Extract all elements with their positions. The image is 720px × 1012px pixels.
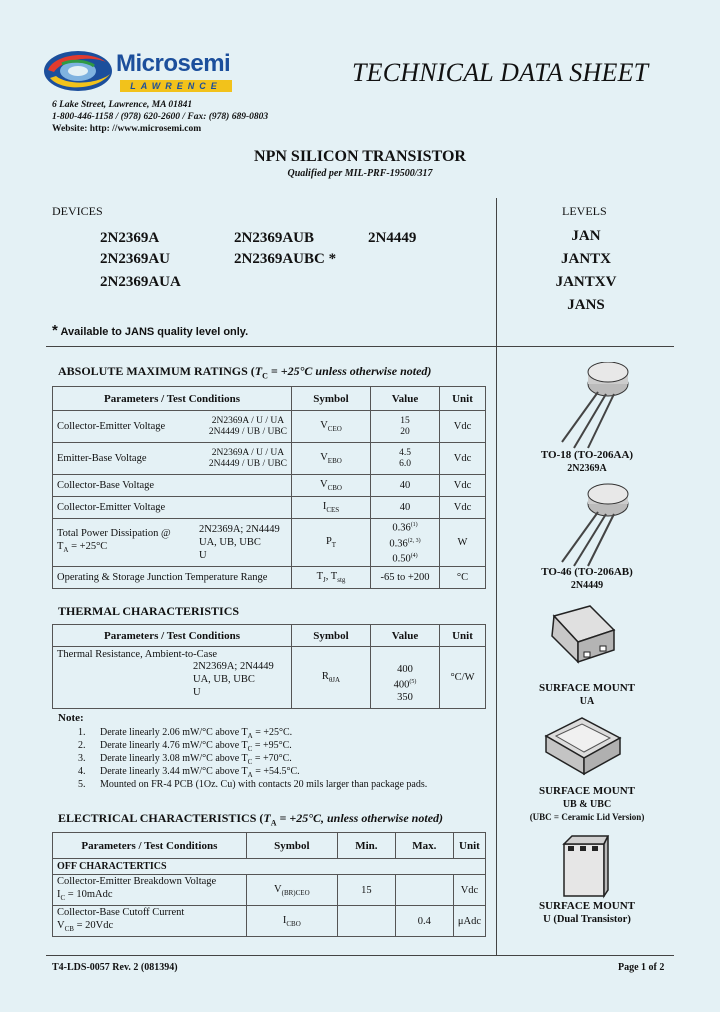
symbol-sub: CES <box>326 506 340 515</box>
note-number: 5. <box>78 779 86 790</box>
note-text: Derate linearly 3.08 mW/°C above T <box>100 753 248 764</box>
symbol-text: I <box>282 914 287 926</box>
col-header: Value <box>371 387 440 411</box>
symbol-sub: stg <box>337 576 346 585</box>
col-header: Symbol <box>292 625 371 647</box>
col-header: Max. <box>395 833 453 859</box>
table-row <box>53 906 486 937</box>
cond-text: 2N2369A; 2N4449 <box>199 524 280 535</box>
level-item: JANS <box>567 297 605 313</box>
caption-line: SURFACE MOUNT <box>538 785 636 797</box>
cond-text: 2N2369A; 2N4449 <box>193 661 274 672</box>
note-text: = +70°C. <box>252 753 292 764</box>
note-text: = +54.5°C. <box>252 766 300 777</box>
jans-availability-note <box>52 322 248 339</box>
symbol-cell <box>292 567 371 589</box>
unit-cell: Vdc <box>440 411 486 443</box>
symbol-text: I <box>322 500 327 512</box>
unit-cell: W <box>440 519 486 567</box>
symbol-text: V <box>320 478 328 490</box>
unit-cell: °C/W <box>440 647 486 709</box>
note-item <box>78 753 292 766</box>
unit-cell: °C <box>440 567 486 589</box>
caption-line: 2N4449 <box>570 580 604 591</box>
unit-cell: Vdc <box>453 875 485 906</box>
symbol-text: , T <box>325 570 338 582</box>
param-text: Total Power Dissipation @ <box>57 528 171 540</box>
electrical-title-cond: = +25°C, unless otherwise noted) <box>276 811 444 825</box>
value-sup: (1) <box>410 522 418 529</box>
note-item <box>78 727 292 740</box>
note-sub: C <box>247 745 253 753</box>
note-number: 1. <box>78 727 86 738</box>
note-number: 2. <box>78 740 86 751</box>
caption-line: (UBC = Ceramic Lid Version) <box>529 812 645 822</box>
level-item: JANTX <box>560 251 611 267</box>
value-cell <box>371 411 440 443</box>
min-cell: 15 <box>337 875 395 906</box>
cond-text: = 20Vdc <box>73 920 114 932</box>
address-line: 6 Lake Street, Lawrence, MA 01841 <box>52 100 193 110</box>
symbol-text: R <box>321 670 329 682</box>
unit-cell: μAdc <box>453 906 485 937</box>
section-divider <box>46 346 674 347</box>
device-item: 2N2369AU <box>100 251 170 267</box>
note-text: = +95°C. <box>252 740 292 751</box>
cond-sub: CB <box>64 925 74 934</box>
note-text: Mounted on FR-4 PCB (1Oz. Cu) with contacts 20 mils larger than package pads. <box>100 779 428 790</box>
caption-line: SURFACE MOUNT <box>538 682 636 694</box>
param-cell: Operating & Storage Junction Temperature Range <box>53 567 292 589</box>
note-sub: A <box>247 732 253 740</box>
param-cell <box>53 906 247 937</box>
electrical-table <box>52 832 486 937</box>
note-sub: C <box>247 758 253 766</box>
table-row <box>53 519 486 567</box>
param-cell <box>53 519 292 567</box>
to18-package-icon <box>548 362 638 450</box>
brand-name: Microsemi <box>116 50 231 77</box>
value-cell: 40 <box>371 497 440 519</box>
value-text: 20 <box>400 426 410 437</box>
param-text: Collector-Emitter Breakdown Voltage <box>57 876 217 887</box>
abs-max-title-text: ABSOLUTE MAXIMUM RATINGS ( <box>58 364 255 378</box>
symbol-cell <box>292 443 371 475</box>
min-cell <box>337 906 395 937</box>
device-item: 2N2369A <box>100 230 160 246</box>
to46-package-icon <box>548 476 638 568</box>
note-number: 4. <box>78 766 86 777</box>
param-cell <box>53 647 292 709</box>
note-item <box>78 766 300 779</box>
level-item: JAN <box>571 228 601 244</box>
symbol-sub: CBO <box>286 919 301 928</box>
table-row <box>53 647 486 709</box>
symbol-cell <box>292 497 371 519</box>
cond-text: I <box>57 889 61 900</box>
param-cell: Collector-Base Voltage <box>53 475 292 497</box>
caption-line: SURFACE MOUNT <box>538 900 636 912</box>
col-header: Parameters / Test Conditions <box>53 387 292 411</box>
value-text: 15 <box>400 415 410 426</box>
cond-sub: C <box>60 894 66 903</box>
unit-cell: Vdc <box>440 497 486 519</box>
package-caption-to46 <box>522 566 652 592</box>
note-item <box>78 740 292 753</box>
note-text: Derate linearly 4.76 mW/°C above T <box>100 740 248 751</box>
col-header: Unit <box>453 833 485 859</box>
abs-max-title-sub: C <box>262 371 268 381</box>
cond-text: 2N2369A / U / UA <box>211 447 285 458</box>
value-text: 0.36 <box>392 522 411 534</box>
symbol-cell <box>246 906 337 937</box>
col-header: Symbol <box>246 833 337 859</box>
symbol-text: T <box>316 570 324 582</box>
value-cell <box>371 647 440 709</box>
caption-line: 2N2369A <box>567 463 607 474</box>
thermal-table <box>52 624 486 709</box>
cond-text: V <box>57 920 65 932</box>
package-caption-ub <box>522 785 652 824</box>
value-text: 4.5 <box>399 447 411 458</box>
note-item <box>78 779 427 790</box>
package-caption-to18 <box>522 449 652 475</box>
value-sup: (4) <box>410 553 418 560</box>
param-text: Collector-Emitter Voltage <box>57 421 166 432</box>
symbol-text: P <box>325 535 332 547</box>
symbol-sub: CBO <box>327 484 342 493</box>
col-header: Parameters / Test Conditions <box>53 625 292 647</box>
microsemi-logo-icon <box>40 48 116 94</box>
note-text: Derate linearly 3.44 mW/°C above T <box>100 766 248 777</box>
jans-note-text: Available to JANS quality level only. <box>60 326 249 338</box>
symbol-cell <box>292 647 371 709</box>
package-caption-ua <box>522 682 652 708</box>
ub-package-icon <box>540 712 626 782</box>
device-item: 2N2369AUA <box>100 274 181 290</box>
value-cell: 40 <box>371 475 440 497</box>
brand-subtitle: LAWRENCE <box>120 80 232 92</box>
value-cell <box>371 443 440 475</box>
value-cell <box>371 519 440 567</box>
value-cell: -65 to +200 <box>371 567 440 589</box>
table-row <box>53 875 486 906</box>
symbol-text: V <box>320 451 328 463</box>
column-divider <box>496 198 497 346</box>
cond-text: 2N2369A / U / UA <box>211 415 285 426</box>
param-sub: A <box>63 546 69 555</box>
symbol-cell <box>292 411 371 443</box>
symbol-cell <box>292 475 371 497</box>
param-text: Emitter-Base Voltage <box>57 453 147 464</box>
abs-max-title-cond: = +25°C unless otherwise noted) <box>267 364 432 378</box>
table-row <box>53 567 486 589</box>
col-header: Min. <box>337 833 395 859</box>
abs-max-title-var: T <box>254 364 263 378</box>
phone-line: 1-800-446-1158 / (978) 620-2600 / Fax: (978) 689-0803 <box>52 112 269 122</box>
value-sup: (5) <box>409 678 417 685</box>
abs-max-table <box>52 386 486 589</box>
footer-divider <box>46 955 674 956</box>
symbol-sub: T <box>331 541 337 550</box>
param-cell <box>53 443 292 475</box>
page-number: Page 1 of 2 <box>618 962 665 973</box>
cond-text: 2N4449 / UB / UBC <box>208 458 287 469</box>
value-text: 400 <box>393 679 410 691</box>
param-cell <box>53 411 292 443</box>
abs-max-title <box>58 364 431 380</box>
value-text: 0.36 <box>389 538 408 550</box>
param-cell: Collector-Emitter Voltage <box>53 497 292 519</box>
value-sup: (2, 3) <box>407 537 421 544</box>
product-title: NPN SILICON TRANSISTOR <box>254 148 466 165</box>
electrical-title <box>58 811 443 827</box>
table-row <box>53 497 486 519</box>
website-line: Website: http: //www.microsemi.com <box>52 124 202 134</box>
electrical-title-var: T <box>263 811 271 825</box>
cond-text: = 10mAdc <box>65 889 113 900</box>
symbol-sub: θJA <box>328 676 341 685</box>
note-text: = +25°C. <box>252 727 293 738</box>
symbol-text: V <box>274 883 282 895</box>
param-text: = +25°C <box>68 541 108 553</box>
unit-cell: Vdc <box>440 475 486 497</box>
param-text: Thermal Resistance, Ambient-to-Case <box>57 649 218 660</box>
electrical-title-sub: A <box>270 818 277 828</box>
cond-text: 2N4449 / UB / UBC <box>208 426 287 437</box>
max-cell <box>395 875 453 906</box>
symbol-cell <box>292 519 371 567</box>
caption-line: TO-18 (TO-206AA) <box>540 449 634 461</box>
electrical-title-text: ELECTRICAL CHARACTERISTICS ( <box>58 811 264 825</box>
col-header: Unit <box>440 625 486 647</box>
ua-package-icon <box>544 602 620 670</box>
value-text: 350 <box>397 692 413 704</box>
caption-line: TO-46 (TO-206AB) <box>541 566 633 578</box>
max-cell: 0.4 <box>395 906 453 937</box>
param-text: Collector-Base Cutoff Current <box>57 907 185 919</box>
note-sub: A <box>247 771 253 779</box>
cond-text: U <box>193 687 201 698</box>
symbol-cell <box>246 875 337 906</box>
device-item: 2N4449 <box>368 230 417 246</box>
document-title: TECHNICAL DATA SHEET <box>352 58 649 87</box>
symbol-sub: (BR)CEO <box>281 888 310 897</box>
cond-text: UA, UB, UBC <box>193 674 255 685</box>
unit-cell: Vdc <box>440 443 486 475</box>
note-number: 3. <box>78 753 86 764</box>
document-number: T4-LDS-0057 Rev. 2 (081394) <box>52 962 178 973</box>
levels-heading: LEVELS <box>562 204 607 218</box>
value-text: 6.0 <box>399 458 411 469</box>
notes-heading: Note: <box>58 712 84 724</box>
symbol-sub: CEO <box>327 425 342 434</box>
col-header: Value <box>371 625 440 647</box>
level-item: JANTXV <box>555 274 617 290</box>
cond-text: U <box>199 550 207 561</box>
col-header: Unit <box>440 387 486 411</box>
thermal-title: THERMAL CHARACTERISTICS <box>58 604 240 618</box>
note-text: Derate linearly 2.06 mW/°C above T <box>100 727 248 738</box>
symbol-sub: J <box>323 576 326 585</box>
table-subheader: OFF CHARACTERTICS <box>53 859 486 875</box>
caption-line: UA <box>579 696 595 707</box>
value-text: 400 <box>397 663 413 675</box>
value-text: 0.50 <box>392 553 411 565</box>
col-header: Parameters / Test Conditions <box>53 833 247 859</box>
device-item: 2N2369AUB <box>234 230 315 246</box>
devices-heading: DEVICES <box>52 204 103 218</box>
table-row <box>53 411 486 443</box>
param-cell <box>53 875 247 906</box>
table-row <box>53 475 486 497</box>
cond-text: UA, UB, UBC <box>199 537 261 548</box>
col-header: Symbol <box>292 387 371 411</box>
caption-line: U (Dual Transistor) <box>543 914 631 925</box>
device-item: 2N2369AUBC * <box>234 251 337 267</box>
table-row <box>53 443 486 475</box>
qualification-subtitle: Qualified per MIL-PRF-19500/317 <box>287 168 433 179</box>
u-package-icon <box>558 832 610 900</box>
caption-line: UB & UBC <box>562 799 612 810</box>
symbol-text: V <box>320 419 328 431</box>
column-divider <box>496 346 497 956</box>
package-caption-u <box>522 900 652 926</box>
symbol-sub: EBO <box>327 457 342 466</box>
param-text: T <box>57 541 64 553</box>
asterisk: * <box>52 322 58 339</box>
